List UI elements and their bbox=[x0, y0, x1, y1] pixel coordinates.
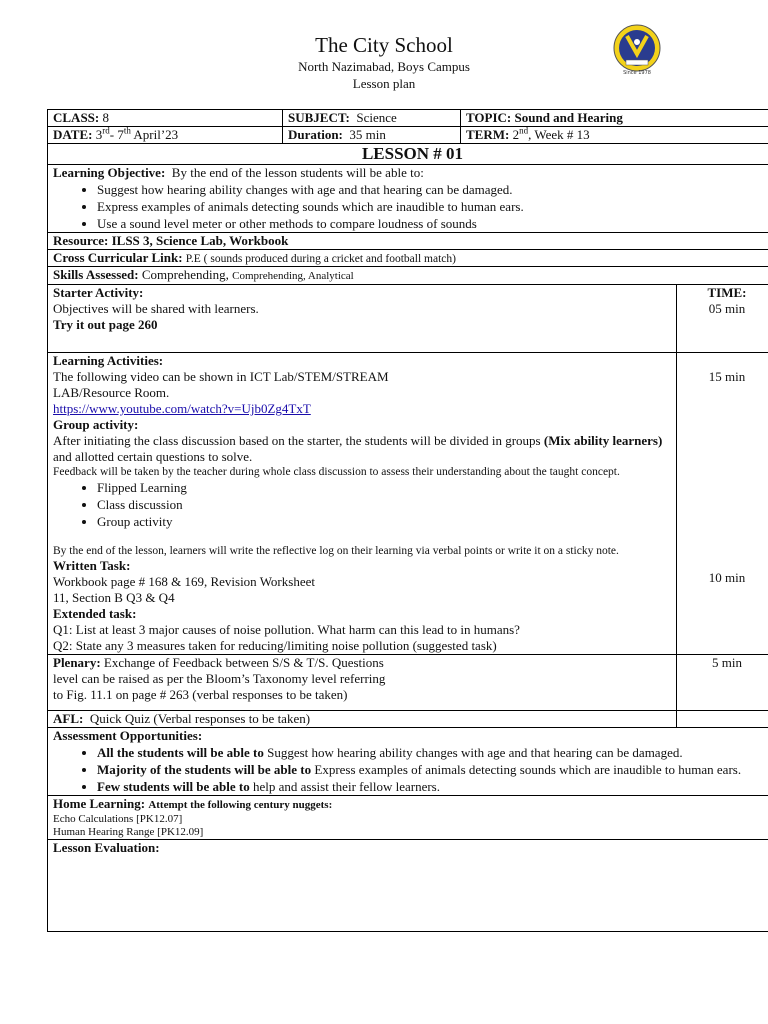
video-link[interactable]: https://www.youtube.com/watch?v=Ujb0Zg4TxT bbox=[53, 401, 311, 416]
lesson-evaluation: Lesson Evaluation: bbox=[48, 840, 768, 932]
plenary: Plenary: Exchange of Feedback between S/S & T/S. Questions level can be raised as per the Bloom’s Taxonomy level referring to Fig. 11.1 on page # 263 (verbal responses to be taken) bbox=[48, 655, 677, 711]
activities-time: 15 min 10 min bbox=[677, 353, 768, 655]
lesson-plan-table bbox=[47, 109, 768, 932]
class-value: 8 bbox=[102, 110, 109, 125]
duration-cell: Duration: 35 min bbox=[283, 127, 461, 144]
resource-row: Resource: ILSS 3, Science Lab, Workbook bbox=[48, 233, 768, 250]
subject-cell: SUBJECT: Science bbox=[283, 110, 461, 127]
assessment-list bbox=[53, 744, 768, 795]
date-cell: DATE: 3rd- 7th April’23 bbox=[48, 127, 283, 144]
term-cell: TERM: 2nd, Week # 13 bbox=[461, 127, 768, 144]
plenary-time: 5 min bbox=[677, 655, 768, 711]
document-type: Lesson plan bbox=[352, 76, 416, 91]
home-learning: Home Learning: Attempt the following century nuggets: Echo Calculations [PK12.07] Human Hearing Range [PK12.09] bbox=[48, 796, 768, 840]
list-item: • Flipped Learning bbox=[97, 479, 671, 496]
list-item: • Class discussion bbox=[97, 496, 671, 513]
learning-objective: Learning Objective: By the end of the lesson students will be able to: • Suggest how hearing ability changes with age and that hearing can be damaged. • Express examples of animals detecting sounds which are inaudible to human ears. • Use a sound level meter or other methods to compare loudness of sounds bbox=[48, 165, 768, 233]
objective-list bbox=[53, 181, 768, 232]
list-item: • Use a sound level meter or other methods to compare loudness of sounds bbox=[97, 215, 768, 232]
campus-name: North Nazimabad, Boys Campus bbox=[298, 59, 470, 74]
assessment-opportunities: Assessment Opportunities: • All the students will be able to Suggest how hearing ability changes with age and that hearing can be damaged. • Majority of the students will be able to Express examples of animals detecting sounds which are inaudible to human ears. • Few students will be able to help and assist their fellow learners. bbox=[48, 728, 768, 796]
topic-value: Sound and Hearing bbox=[514, 110, 623, 125]
logo-since-text: Since 1978 bbox=[623, 70, 651, 76]
duration-value: 35 min bbox=[349, 127, 386, 142]
school-logo-icon bbox=[612, 24, 662, 76]
list-item: • Few students will be able to help and assist their fellow learners. bbox=[97, 778, 768, 795]
list-item: • All the students will be able to Suggest how hearing ability changes with age and that hearing can be damaged. bbox=[97, 744, 768, 761]
list-item: • Suggest how hearing ability changes with age and that hearing can be damaged. bbox=[97, 181, 768, 198]
school-name: The City School bbox=[315, 33, 453, 57]
topic-cell: TOPIC: Sound and Hearing bbox=[461, 110, 768, 127]
subject-value: Science bbox=[356, 110, 397, 125]
list-item: • Majority of the students will be able to Express examples of animals detecting sounds which are inaudible to human ears. bbox=[97, 761, 768, 778]
learning-activities: Learning Activities: The following video can be shown in ICT Lab/STEM/STREAM LAB/Resource Room. https://www.youtube.com/watch?v=Ujb0Zg4TxT Group activity: After initiating the class discussion based on the starter, the students will be divided in groups (Mix ability learners) and allotted certain questions to solve. Feedback will be taken by the teacher during whole class discussion to assess their understanding about the taught concept. • Flipped Learning • Class discussion • Group activity By the end of the lesson, learners will write the reflective log on their learning via verbal points or write it on a sticky note. Written Task: Workbook page # 168 & 169, Revision Worksheet 11, Section B Q3 & Q4 Extended task: Q1: List at least 3 major causes of noise pollution. What harm can this lead to in humans? Q2: State any 3 measures taken for reducing/limiting noise pollution (suggested task) bbox=[48, 353, 677, 655]
cross-curricular-row: Cross Curricular Link: P.E ( sounds produced during a cricket and football match) bbox=[48, 250, 768, 267]
activity-list bbox=[53, 479, 671, 530]
list-item: • Group activity bbox=[97, 513, 671, 530]
class-cell: CLASS: 8 bbox=[48, 110, 283, 127]
afl-row: AFL: Quick Quiz (Verbal responses to be taken) bbox=[48, 711, 677, 728]
lesson-title: LESSON # 01 bbox=[48, 144, 768, 165]
skills-row: Skills Assessed: Comprehending, Comprehending, Analytical bbox=[48, 267, 768, 285]
starter-activity: Starter Activity: Objectives will be shared with learners. Try it out page 260 bbox=[48, 285, 677, 353]
list-item: • Express examples of animals detecting sounds which are inaudible to human ears. bbox=[97, 198, 768, 215]
starter-time: TIME: 05 min bbox=[677, 285, 768, 353]
